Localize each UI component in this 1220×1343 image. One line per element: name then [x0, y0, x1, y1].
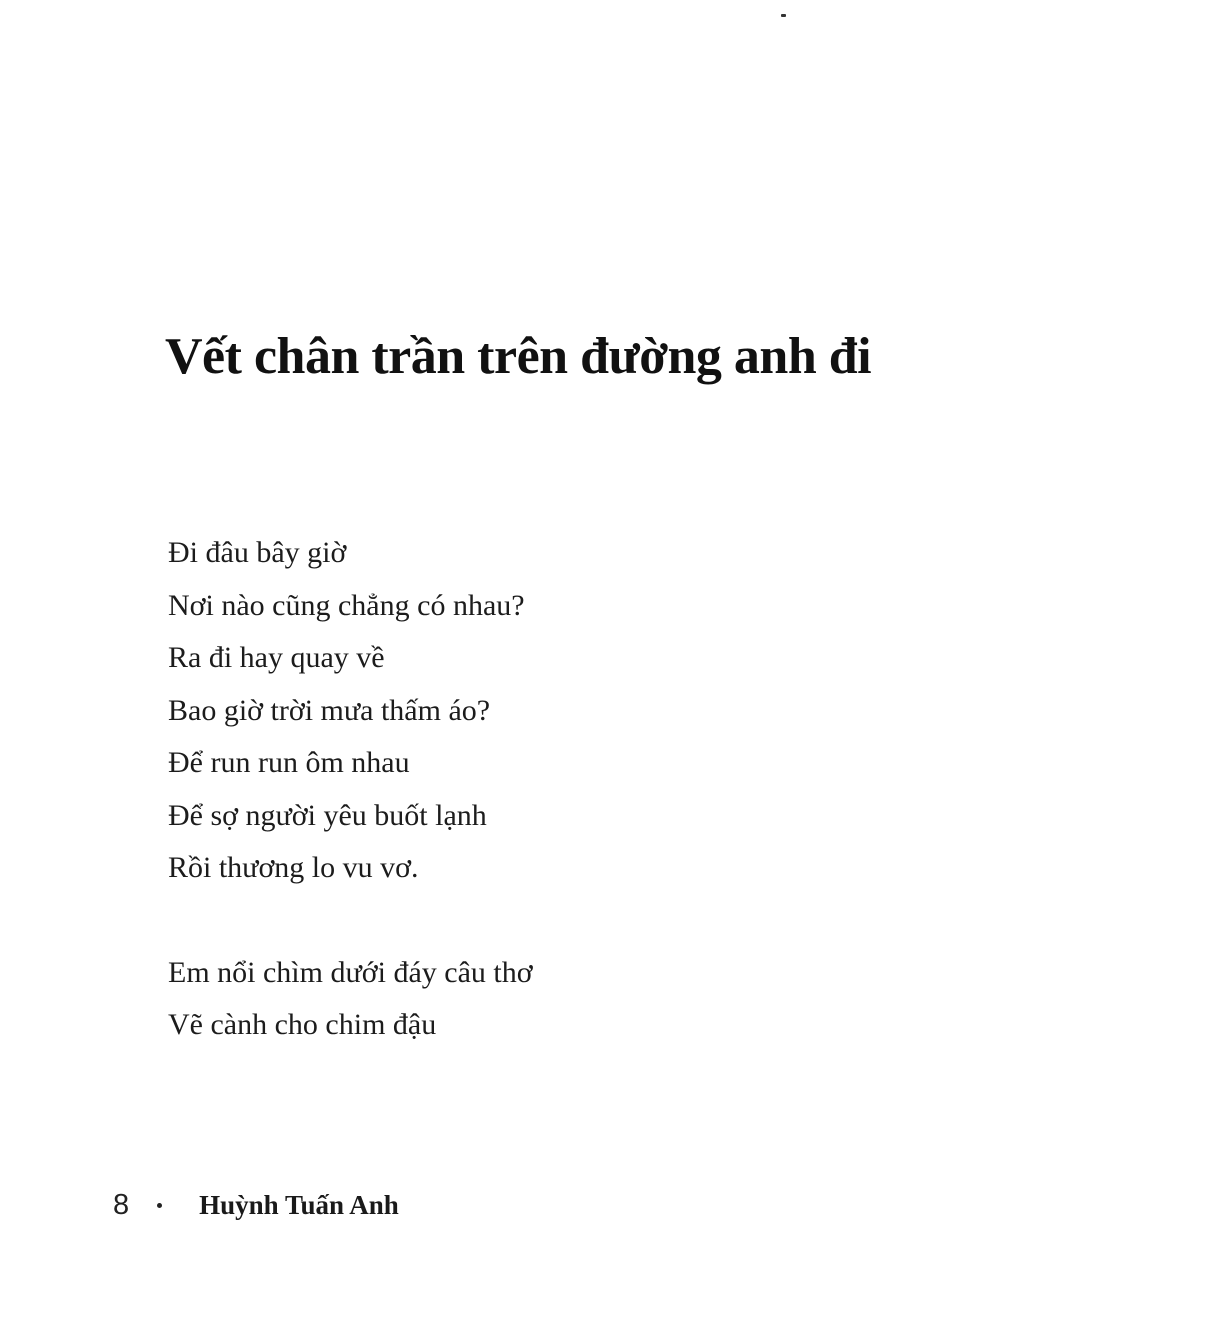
scan-speck: [781, 14, 786, 17]
poem-body: [168, 527, 533, 1052]
page-number: 8: [113, 1188, 130, 1221]
separator-dot: [157, 1203, 162, 1208]
poem-line: Nơi nào cũng chẳng có nhau?: [168, 588, 525, 622]
poem-line: Để run run ôm nhau: [168, 746, 410, 779]
stanza-1: [168, 527, 533, 895]
poem-line: Em nổi chìm dưới đáy câu thơ: [168, 955, 533, 989]
poem-line: Vẽ cành cho chim đậu: [168, 1008, 437, 1041]
poem-line: Ra đi hay quay về: [168, 641, 385, 674]
poem-line: Để sợ người yêu buốt lạnh: [168, 798, 487, 832]
author-name: Huỳnh Tuấn Anh: [199, 1189, 399, 1220]
page-footer: [113, 1180, 399, 1230]
poem-line: Rồi thương lo vu vơ.: [168, 851, 419, 884]
poem-title: Vết chân trần trên đường anh đi: [165, 328, 872, 385]
poem-line: Bao giờ trời mưa thấm áo?: [168, 693, 491, 727]
poem-line: Đi đâu bây giờ: [168, 536, 347, 569]
stanza-2: [168, 947, 533, 1052]
